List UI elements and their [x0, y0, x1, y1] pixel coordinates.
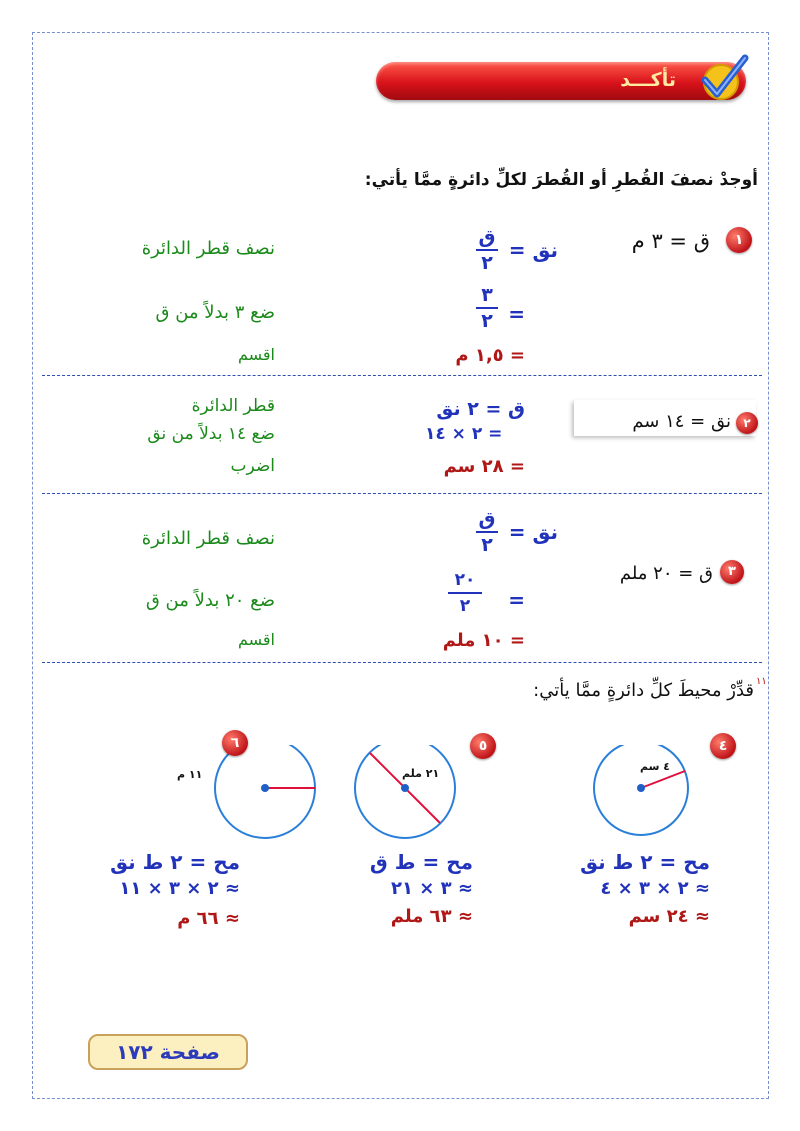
- diameter-label: ٢١ ملم: [402, 767, 440, 780]
- problem-number-badge: ٥: [470, 733, 496, 759]
- problem-number-badge: ٣: [720, 560, 744, 584]
- step-note: ضع ٣ بدلاً من ق: [155, 302, 275, 323]
- fraction-numerator: ٢٠: [454, 570, 476, 590]
- problem-number-badge: ٢: [736, 412, 758, 434]
- step-note: نصف قطر الدائرة: [141, 528, 275, 549]
- step-note: اقسم: [237, 345, 275, 364]
- step-note: اقسم: [237, 630, 275, 649]
- radius-label: ٤ سم: [640, 760, 670, 773]
- fraction: [448, 569, 482, 617]
- step-expression: نق =: [508, 238, 558, 262]
- section-marker: ١١: [756, 676, 767, 687]
- circle-problem-5: [355, 745, 455, 838]
- step-note: قطر الدائرة: [191, 396, 275, 416]
- section-instruction: قدِّرْ محيطَ كلِّ دائرةٍ ممَّا يأتي:: [533, 680, 754, 701]
- circumference-formula: مح = ٢ ط نق: [580, 850, 710, 874]
- dashed-separator: [42, 375, 762, 376]
- circumference-result: ≈ ٢٤ سم: [628, 906, 710, 927]
- step-expression: =: [508, 302, 525, 326]
- step-note: ضع ٢٠ بدلاً من ق: [145, 590, 275, 611]
- section-title: تأكـــد: [620, 69, 676, 91]
- section-header-bar: [376, 62, 746, 100]
- problem-number-badge: ١: [726, 227, 752, 253]
- problem-given: ق = ٣ م: [631, 229, 710, 253]
- fraction-numerator: ق: [478, 508, 496, 530]
- step-expression: ق = ٢ نق: [436, 398, 525, 420]
- fraction-denominator: ٢: [481, 252, 493, 274]
- step-note: ضع ١٤ بدلاً من نق: [147, 424, 275, 444]
- dashed-separator: [42, 493, 762, 494]
- circumference-formula: مح = ط ق: [369, 850, 473, 874]
- problem-number-badge: ٦: [222, 730, 248, 756]
- problem-given: نق = ١٤ سم: [632, 411, 731, 432]
- fraction-numerator: ٣: [481, 284, 493, 306]
- circumference-step: ≈ ٢ × ٣ × ٤: [600, 878, 710, 899]
- step-result: = ١٠ ملم: [442, 630, 525, 651]
- circumference-result: ≈ ٦٦ م: [177, 908, 240, 929]
- circumference-step: ≈ ٢ × ٣ × ١١: [119, 878, 240, 899]
- problem-given: ق = ٢٠ ملم: [619, 563, 713, 584]
- fraction-denominator: ٢: [481, 310, 493, 332]
- circle-problem-6: [215, 745, 315, 838]
- circumference-step: ≈ ٣ × ٢١: [391, 878, 473, 899]
- circumference-result: ≈ ٦٣ ملم: [390, 906, 473, 927]
- checkmark-icon: [695, 52, 751, 102]
- step-expression: =: [508, 588, 525, 612]
- step-result: = ٢٨ سم: [443, 456, 525, 477]
- circumference-formula: مح = ٢ ط نق: [110, 850, 240, 874]
- step-result: = ١,٥ م: [455, 345, 525, 366]
- fraction: [476, 226, 498, 274]
- fraction-denominator: ٢: [459, 596, 471, 616]
- fraction: [476, 284, 498, 332]
- step-note: اضرب: [230, 456, 275, 476]
- fraction-numerator: ق: [478, 226, 496, 248]
- problem-number-badge: ٤: [710, 733, 736, 759]
- instruction-text: أوجدْ نصفَ القُطرِ أو القُطرَ لكلِّ دائرةٍ ممَّا يأتي:: [364, 170, 758, 190]
- dashed-separator: [42, 662, 762, 663]
- fraction-denominator: ٢: [481, 534, 493, 556]
- page-number: صفحة ١٧٢: [88, 1034, 248, 1070]
- fraction: [476, 508, 498, 556]
- step-note: نصف قطر الدائرة: [141, 238, 275, 259]
- step-expression: نق =: [508, 520, 558, 544]
- radius-label: ١١ م: [177, 768, 203, 781]
- circle-problem-4: [594, 745, 688, 835]
- step-expression: ٢ × ١٤ =: [425, 424, 503, 444]
